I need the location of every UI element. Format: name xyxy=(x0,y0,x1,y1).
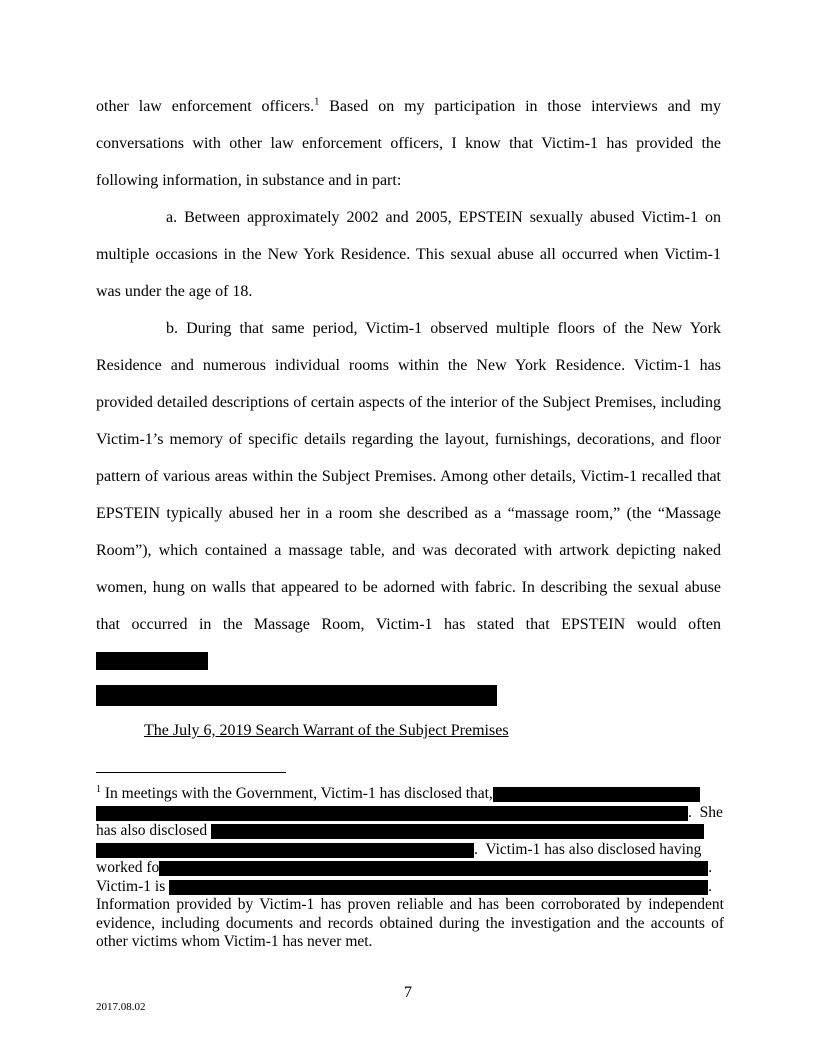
redaction-bar xyxy=(211,824,704,839)
redaction-bar xyxy=(96,806,688,821)
page-number: 7 xyxy=(404,984,412,1001)
paragraph-intro-continued: Based on my participation in those interviews and my conversations with other law enforcement officers, I know that Victim-1 has provided the following information, in substance and in part: xyxy=(96,98,721,189)
paragraph-intro xyxy=(96,88,721,199)
footnote-line xyxy=(96,785,724,804)
paragraph-b xyxy=(96,310,721,680)
footnote-line xyxy=(96,878,724,897)
redaction-bar xyxy=(493,787,700,802)
redaction-bar xyxy=(159,861,708,876)
footnote-marker: 1 xyxy=(96,783,101,795)
footnote-text: In meetings with the Government, Victim-1 has disclosed that, xyxy=(101,785,493,802)
footnote-line xyxy=(96,822,724,841)
footnote-closing-text: Information provided by Victim-1 has proven reliable and has been corroborated by independent evidence, including documents and records obtained during the investigation and the accounts of other victims whom Victim-1 has never met. xyxy=(96,896,724,950)
footnote-line xyxy=(96,859,724,878)
paragraph-intro-text: other law enforcement officers. xyxy=(96,98,315,115)
footnote-line xyxy=(96,804,724,823)
body-text xyxy=(96,88,721,749)
footnote-text: Victim-1 is xyxy=(96,877,170,895)
footnote-text: worked fo xyxy=(96,859,160,876)
footnote-text: . xyxy=(708,859,713,876)
section-heading-text: The July 6, 2019 Search Warrant of the Subject Premises xyxy=(144,722,509,739)
footnote-text: . Victim-1 has also disclosed having xyxy=(474,840,702,858)
redaction-bar xyxy=(169,880,708,895)
footnote-line xyxy=(96,841,724,860)
redaction-bar xyxy=(96,652,208,670)
footnote-reference: 1 xyxy=(314,96,320,108)
paragraph-a: a. Between approximately 2002 and 2005, EPSTEIN sexually abused Victim-1 on multiple occasions in the New York Residence. This sexual abuse all occurred when Victim-1 was under the age of 18. xyxy=(96,209,721,300)
redaction-bar xyxy=(96,685,497,706)
paragraph-b-text: b. During that same period, Victim-1 observed multiple floors of the New York Residence and numerous individual rooms within the New York Residence. Victim-1 has provided detailed descriptions of certain aspects of the interior of the Subject Premises, including Victim-1’s memory of specific details regarding the layout, furnishings, decorations, and floor pattern of various areas within the Subject Premises. Among other details, Victim-1 recalled that EPSTEIN typically abused her in a room she described as a “massage room,” (the “Massage Room”), which contained a massage table, and was decorated with artwork depicting naked women, hung on walls that appeared to be adorned with fabric. In describing the sexual abuse that occurred in the Massage Room, Victim-1 has stated that EPSTEIN would often xyxy=(96,320,721,633)
redaction-bar xyxy=(96,843,474,858)
footnote-separator xyxy=(96,772,286,773)
section-heading xyxy=(96,712,721,749)
footnote-text: has also disclosed xyxy=(96,822,211,839)
footnote-block xyxy=(96,772,724,952)
footnote-text: . She xyxy=(688,803,723,821)
date-stamp: 2017.08.02 xyxy=(96,1001,146,1013)
footnote-text: . xyxy=(708,877,712,895)
